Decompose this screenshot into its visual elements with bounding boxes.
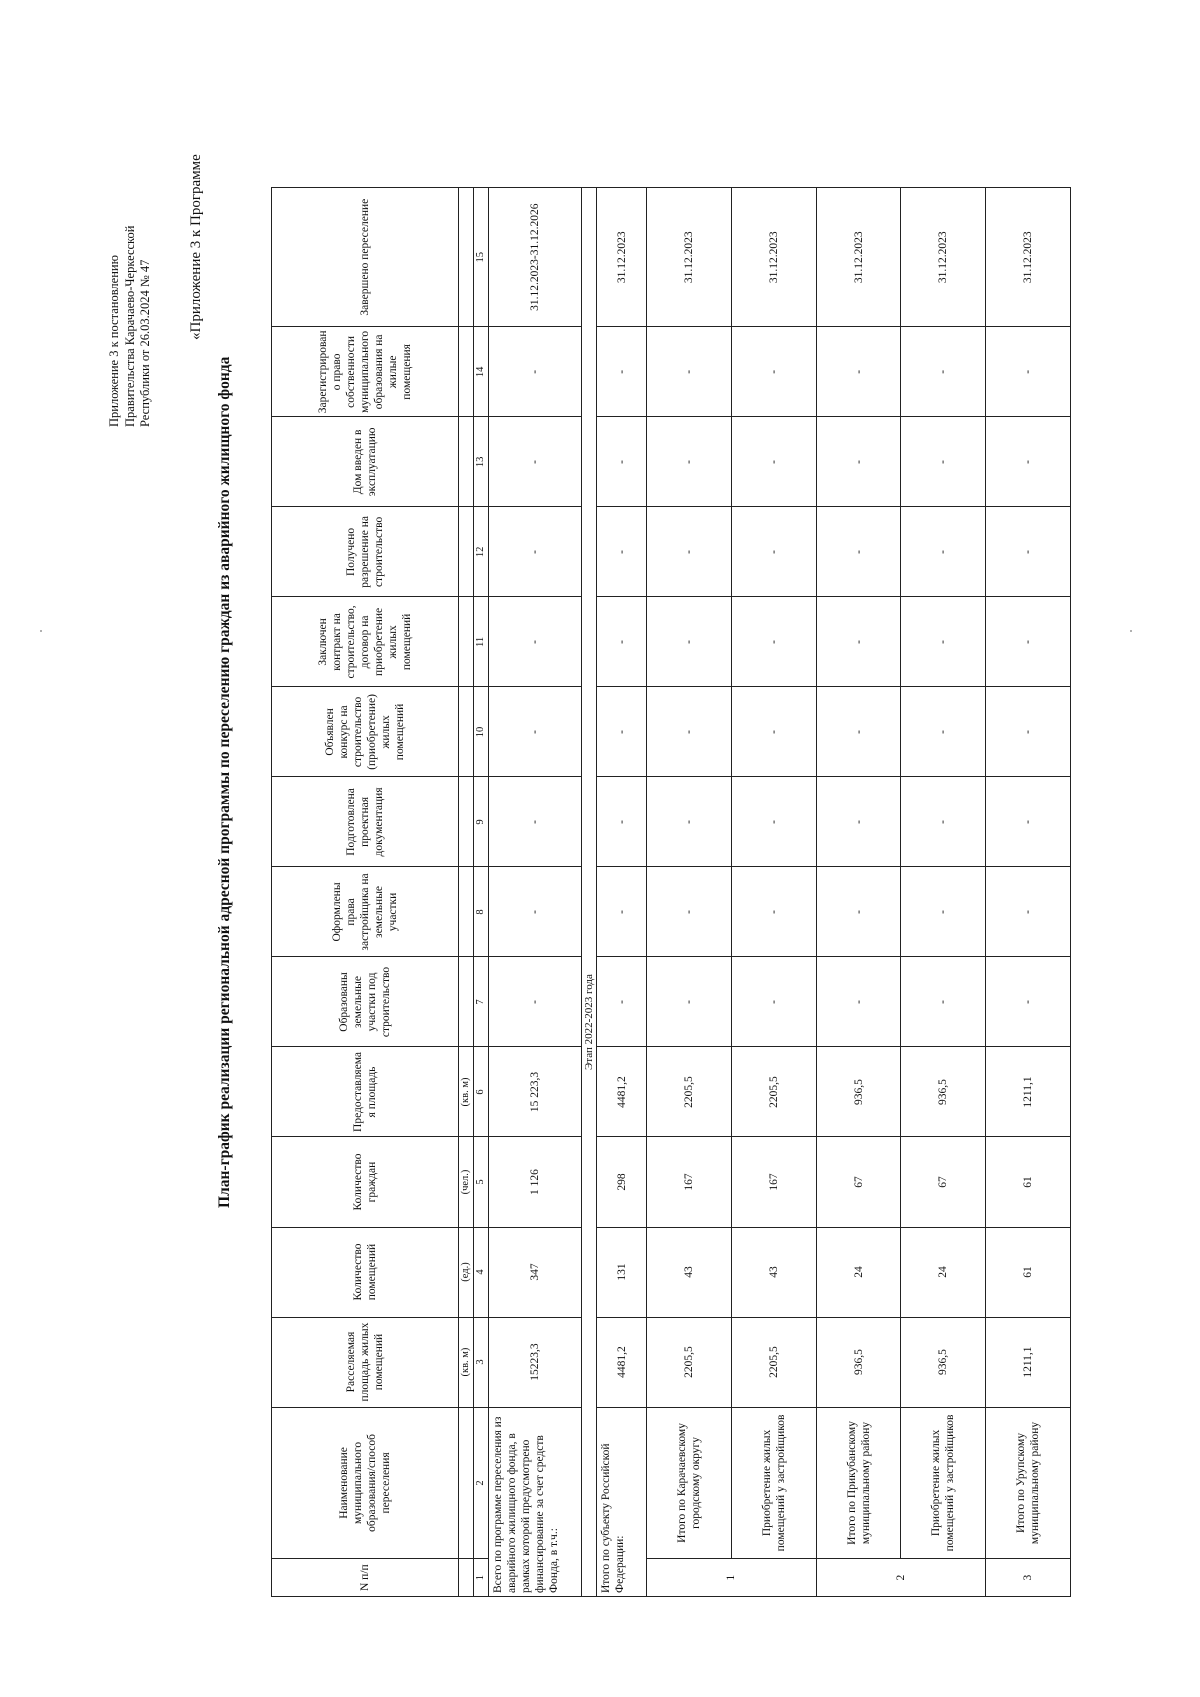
row-status: - (901, 507, 986, 597)
row-status: - (596, 597, 646, 687)
row-status: - (816, 777, 901, 867)
plan-table-container (271, 187, 1071, 1597)
row-status: - (647, 687, 732, 777)
header-developer-rights: Оформлены права застройщика на земельные участки (272, 867, 459, 957)
total-rooms: 347 (488, 1227, 581, 1317)
total-c8: - (488, 867, 581, 957)
row-status: - (647, 327, 732, 417)
table-row (816, 188, 901, 1597)
total-c7: - (488, 957, 581, 1047)
header-n: N п/п (272, 1559, 459, 1597)
row-status: - (647, 957, 732, 1047)
col-number: 6 (473, 1047, 488, 1137)
row-status: - (596, 327, 646, 417)
row-status: - (647, 597, 732, 687)
row-provided: 936,5 (816, 1047, 901, 1137)
row-status: - (901, 867, 986, 957)
col-number: 7 (473, 957, 488, 1047)
row-completed: 31.12.2023 (901, 188, 986, 327)
row-rooms: 24 (901, 1227, 986, 1317)
row-status: - (731, 777, 816, 867)
row-area: 1211,1 (986, 1317, 1071, 1407)
row-name: Итого по субъекту Российской Федерации: (596, 1407, 646, 1596)
col-number: 2 (473, 1407, 488, 1559)
unit-provided: (кв. м) (458, 1047, 473, 1137)
header-land-plots: Образованы земельные участки под строительство (272, 957, 459, 1047)
header-area: Расселяемая площадь жилых помещений (272, 1317, 459, 1407)
row-status: - (816, 867, 901, 957)
row-status: - (731, 417, 816, 507)
header-provided-area: Предоставляемая площадь (272, 1047, 459, 1137)
row-citizens: 67 (816, 1137, 901, 1227)
header-design-docs: Подготовлена проектная документация (272, 777, 459, 867)
row-citizens: 61 (986, 1137, 1071, 1227)
row-area: 936,5 (816, 1317, 901, 1407)
row-status: - (596, 687, 646, 777)
row-rooms: 43 (731, 1227, 816, 1317)
unit-citizens: (чел.) (458, 1137, 473, 1227)
header-note-line-3: Республики от 26.03.2024 № 47 (138, 259, 152, 427)
header-name: Наименование муниципального образования/способ переселения (272, 1407, 459, 1559)
row-status: - (596, 507, 646, 597)
row-status: - (596, 417, 646, 507)
header-completed: Завершено переселение (272, 188, 459, 327)
row-status: - (647, 417, 732, 507)
col-number: 13 (473, 417, 488, 507)
total-completed: 31.12.2023-31.12.2026 (488, 188, 581, 327)
row-number: 3 (986, 1559, 1071, 1597)
plan-table (271, 187, 1071, 1597)
row-citizens: 167 (647, 1137, 732, 1227)
row-number: 1 (647, 1559, 816, 1597)
col-number: 15 (473, 188, 488, 327)
row-status: - (816, 957, 901, 1047)
row-status: - (731, 687, 816, 777)
row-area: 4481,2 (596, 1317, 646, 1407)
row-status: - (986, 417, 1071, 507)
table-row (596, 188, 646, 1597)
row-area: 936,5 (901, 1317, 986, 1407)
header-contract: Заключен контракт на строительство, договор на приобретение жилых помещений (272, 597, 459, 687)
row-status: - (901, 777, 986, 867)
header-ownership: Зарегистрировано право собственности муниципального образования на жилые помещения (272, 327, 459, 417)
row-status: - (901, 327, 986, 417)
stage-row (581, 188, 596, 1597)
row-status: - (816, 597, 901, 687)
total-c12: - (488, 507, 581, 597)
row-completed: 31.12.2023 (816, 188, 901, 327)
row-citizens: 67 (901, 1137, 986, 1227)
col-number: 14 (473, 327, 488, 417)
row-area: 2205,5 (731, 1317, 816, 1407)
header-citizens: Количество граждан (272, 1137, 459, 1227)
row-provided: 936,5 (901, 1047, 986, 1137)
col-number: 4 (473, 1227, 488, 1317)
row-status: - (901, 687, 986, 777)
row-citizens: 167 (731, 1137, 816, 1227)
row-status: - (816, 507, 901, 597)
scan-speck (1130, 630, 1132, 632)
row-area: 2205,5 (647, 1317, 732, 1407)
row-name: Приобретение жилых помещений у застройщиков (901, 1407, 986, 1559)
row-rooms: 43 (647, 1227, 732, 1317)
appendix-label: «Приложение 3 к Программе (188, 154, 204, 340)
col-number: 3 (473, 1317, 488, 1407)
row-status: - (901, 417, 986, 507)
row-provided: 1211,1 (986, 1047, 1071, 1137)
row-name: Приобретение жилых помещений у застройщиков (731, 1407, 816, 1559)
total-row-label: Всего по программе переселения из аварийного жилищного фонда, в рамках которой предусмотрено финансирование за счет средств Фонда, в т.ч.: (488, 1407, 581, 1596)
row-status: - (986, 327, 1071, 417)
units-row (458, 188, 473, 1597)
row-name: Итого по Карачаевскому городскому округу (647, 1407, 732, 1559)
col-number: 5 (473, 1137, 488, 1227)
row-citizens: 298 (596, 1137, 646, 1227)
row-status: - (816, 327, 901, 417)
row-status: - (647, 777, 732, 867)
col-number: 12 (473, 507, 488, 597)
scan-speck (40, 630, 42, 632)
col-number: 11 (473, 597, 488, 687)
row-provided: 2205,5 (731, 1047, 816, 1137)
table-row (986, 188, 1071, 1597)
row-status: - (986, 957, 1071, 1047)
unit-area: (кв. м) (458, 1317, 473, 1407)
total-c11: - (488, 597, 581, 687)
document-title: План-график реализации региональной адресной программы по переселению граждан из аварийного жилищного фонда (216, 356, 233, 1208)
row-rooms: 61 (986, 1227, 1071, 1317)
row-status: - (901, 597, 986, 687)
row-status: - (731, 957, 816, 1047)
total-row (488, 188, 581, 1597)
row-status: - (986, 597, 1071, 687)
row-completed: 31.12.2023 (731, 188, 816, 327)
table-row (647, 188, 732, 1597)
col-number: 8 (473, 867, 488, 957)
row-status: - (596, 777, 646, 867)
row-completed: 31.12.2023 (647, 188, 732, 327)
header-row (272, 188, 459, 1597)
row-status: - (901, 957, 986, 1047)
row-name: Итого по Урупскому муниципальному району (986, 1407, 1071, 1559)
row-status: - (647, 507, 732, 597)
total-area: 15223,3 (488, 1317, 581, 1407)
row-status: - (731, 597, 816, 687)
header-building-permit: Получено разрешение на строительство (272, 507, 459, 597)
row-status: - (816, 417, 901, 507)
row-provided: 4481,2 (596, 1047, 646, 1137)
row-completed: 31.12.2023 (596, 188, 646, 327)
table-row (901, 188, 986, 1597)
row-status: - (596, 957, 646, 1047)
row-provided: 2205,5 (647, 1047, 732, 1137)
row-completed: 31.12.2023 (986, 188, 1071, 327)
header-rooms: Количество помещений (272, 1227, 459, 1317)
total-citizens: 1 126 (488, 1137, 581, 1227)
header-note-line-2: Правительства Карачаево-Черкесской (122, 225, 137, 427)
col-number: 9 (473, 777, 488, 867)
stage-label: Этап 2022-2023 года (581, 188, 596, 1597)
total-c13: - (488, 417, 581, 507)
total-c14: - (488, 327, 581, 417)
row-status: - (986, 507, 1071, 597)
total-c10: - (488, 687, 581, 777)
row-status: - (731, 507, 816, 597)
row-status: - (731, 867, 816, 957)
row-status: - (816, 687, 901, 777)
total-c9: - (488, 777, 581, 867)
row-number: 2 (816, 1559, 985, 1597)
header-note (107, 226, 154, 427)
row-status: - (986, 687, 1071, 777)
header-note-line-1: Приложение 3 к постановлению (107, 255, 121, 427)
row-status: - (596, 867, 646, 957)
unit-rooms: (ед.) (458, 1227, 473, 1317)
col-number: 10 (473, 687, 488, 777)
table-row (731, 188, 816, 1597)
header-tender: Объявлен конкурс на строительство (приобретение) жилых помещений (272, 687, 459, 777)
col-number: 1 (473, 1559, 488, 1597)
header-commissioned: Дом введен в эксплуатацию (272, 417, 459, 507)
total-provided: 15 223,3 (488, 1047, 581, 1137)
row-status: - (986, 777, 1071, 867)
column-numbers-row (473, 188, 488, 1597)
row-status: - (731, 327, 816, 417)
row-name: Итого по Прикубанскому муниципальному району (816, 1407, 901, 1559)
row-status: - (647, 867, 732, 957)
row-status: - (986, 867, 1071, 957)
row-rooms: 24 (816, 1227, 901, 1317)
row-rooms: 131 (596, 1227, 646, 1317)
